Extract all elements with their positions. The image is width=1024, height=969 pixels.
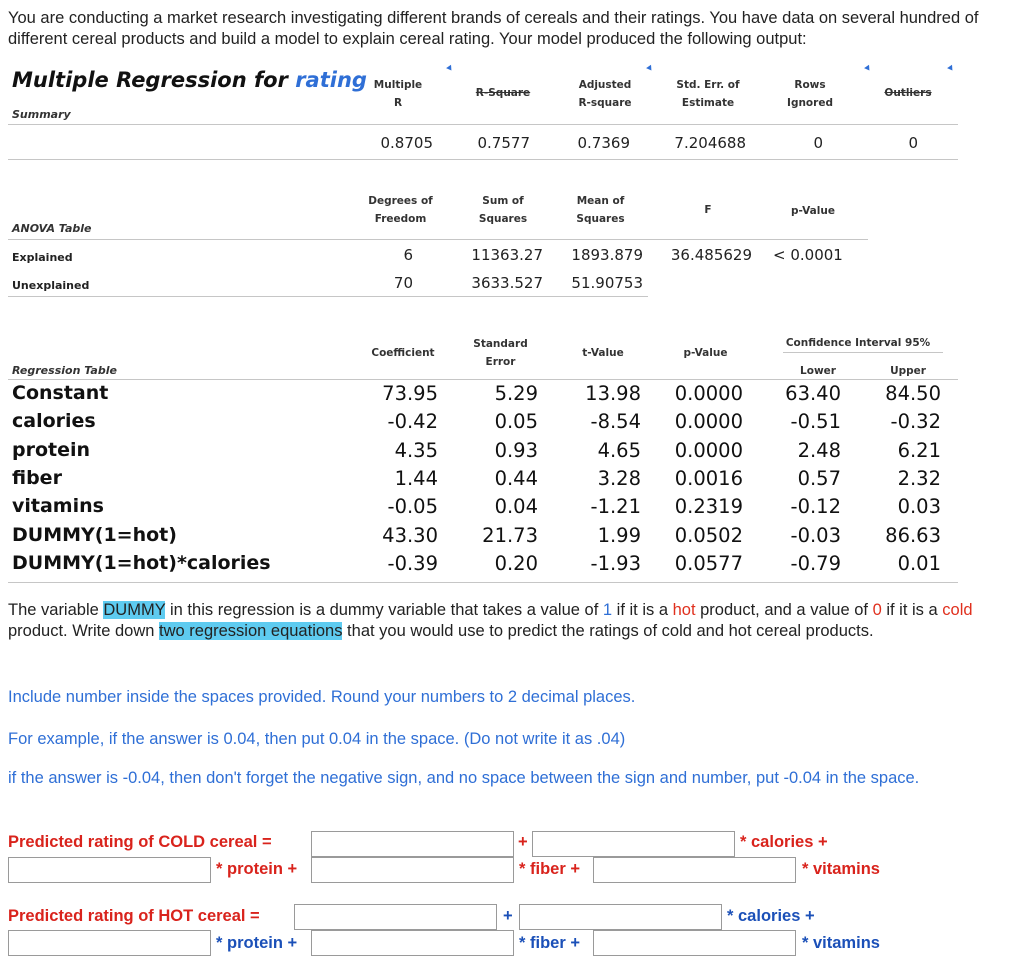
hot-constant-input[interactable] — [294, 904, 497, 930]
reg-row-label: DUMMY(1=hot) — [12, 523, 177, 546]
reg-p-value: 0.0000 — [674, 438, 743, 462]
hdr-multiple-r: Multiple R — [373, 79, 423, 109]
reg-t-value: -8.54 — [590, 410, 641, 434]
reg-upper-value: -0.32 — [890, 410, 941, 434]
comment-marker-icon — [446, 65, 454, 73]
anova-ms: 1893.879 — [571, 246, 643, 264]
reg-lower-value: 0.57 — [797, 466, 841, 490]
cold-calories-label: * calories + — [740, 833, 828, 851]
cold-plus-label: + — [518, 833, 528, 851]
hdr-f: F — [704, 204, 712, 216]
hot-plus-label: + — [503, 907, 513, 925]
reg-p-value: 0.0502 — [674, 523, 743, 547]
reg-p-value: 0.0577 — [674, 551, 743, 575]
instruction-2: For example, if the answer is 0.04, then put 0.04 in the space. (Do not write it as .04) — [8, 730, 626, 748]
reg-coef-value: -0.05 — [387, 495, 438, 519]
reg-upper-value: 84.50 — [885, 382, 941, 405]
reg-upper-value: 2.32 — [897, 466, 941, 490]
reg-lower-value: 63.40 — [785, 382, 841, 405]
comment-marker-icon — [947, 65, 955, 73]
reg-se-value: 0.04 — [494, 495, 538, 519]
reg-se-value: 0.44 — [494, 466, 538, 490]
reg-lower-value: -0.12 — [790, 495, 841, 519]
anova-row-label: Explained — [12, 251, 73, 264]
cold-eq-label: Predicted rating of COLD cereal = — [8, 833, 272, 851]
hdr-confidence-interval: Confidence Interval 95% — [785, 337, 931, 349]
anova-row-label: Unexplained — [12, 279, 90, 292]
reg-coef-value: 43.30 — [382, 523, 438, 547]
hot-calories-input[interactable] — [519, 904, 722, 930]
hot-vitamins-input[interactable] — [593, 930, 796, 956]
reg-coef-value: 4.35 — [394, 438, 438, 462]
hdr-t-value: t-Value — [582, 347, 624, 359]
hdr-coefficient: Coefficient — [371, 347, 435, 359]
comment-marker-icon — [864, 65, 872, 73]
reg-row-label: fiber — [12, 466, 62, 489]
reg-row-label: vitamins — [12, 495, 104, 518]
regression-output — [8, 64, 958, 584]
reg-coef-value: 73.95 — [382, 382, 438, 405]
reg-row-label: DUMMY(1=hot)*calories — [12, 551, 271, 574]
val-r-square: 0.7577 — [477, 134, 530, 152]
cold-protein-label: * protein + — [216, 860, 298, 878]
reg-upper-value: 0.03 — [897, 495, 941, 519]
reg-row-label: calories — [12, 410, 96, 433]
hdr-rows-ignored: Rows Ignored — [787, 79, 833, 109]
cold-calories-input[interactable] — [532, 831, 735, 857]
question-text: The variable DUMMY in this regression is a dummy variable that takes a value of 1 if it is a hot product, and a value of 0 if it is a cold product. Write down two regression equations that you would use to predict the ratings of cold and hot cereal products. — [8, 601, 973, 640]
hdr-ss: Sum of Squares — [478, 195, 528, 225]
hot-vitamins-label: * vitamins — [802, 934, 880, 952]
reg-se-value: 0.05 — [494, 410, 538, 434]
anova-ss: 11363.27 — [471, 246, 543, 264]
reg-t-value: -1.21 — [590, 495, 641, 519]
reg-t-value: 4.65 — [597, 438, 641, 462]
val-std-err: 7.204688 — [674, 134, 746, 152]
reg-p-value: 0.0000 — [674, 410, 743, 434]
hdr-anova-p: p-Value — [791, 205, 835, 217]
reg-row-label: Constant — [12, 382, 109, 404]
reg-se-value: 21.73 — [482, 523, 538, 547]
hdr-std-error: Standard Error — [473, 338, 528, 368]
cold-vitamins-label: * vitamins — [802, 860, 880, 878]
comment-marker-icon — [646, 65, 654, 73]
cold-constant-input[interactable] — [311, 831, 514, 857]
val-outliers: 0 — [908, 134, 918, 152]
hot-fiber-label: * fiber + — [519, 934, 580, 952]
hdr-upper: Upper — [890, 365, 926, 377]
reg-lower-value: 2.48 — [797, 438, 841, 462]
hdr-outliers: Outliers — [884, 87, 932, 99]
intro-text: You are conducting a market research investigating different brands of cereals and their ratings. You have data on several hundred of different cereal products and build a model to explain cereal rating. Your model produced the following output: — [8, 9, 979, 48]
reg-upper-value: 6.21 — [897, 438, 941, 462]
instruction-3: if the answer is -0.04, then don't forget the negative sign, and no space between the sign and number, put -0.04 in the space. — [8, 769, 920, 787]
reg-t-value: 3.28 — [597, 466, 641, 490]
hdr-ms: Mean of Squares — [576, 195, 625, 225]
reg-p-value: 0.0016 — [674, 466, 743, 490]
reg-coef-value: 1.44 — [394, 466, 438, 490]
cold-fiber-input[interactable] — [311, 857, 514, 883]
reg-row-label: protein — [12, 438, 91, 461]
reg-upper-value: 86.63 — [885, 523, 941, 547]
hot-fiber-input[interactable] — [311, 930, 514, 956]
reg-lower-value: -0.51 — [790, 410, 841, 434]
hdr-df: Degrees of Freedom — [368, 195, 433, 225]
reg-p-value: 0.0000 — [674, 382, 743, 405]
cold-vitamins-input[interactable] — [593, 857, 796, 883]
hot-eq-label: Predicted rating of HOT cereal = — [8, 907, 260, 925]
anova-p: < 0.0001 — [773, 246, 843, 264]
reg-upper-value: 0.01 — [897, 551, 941, 575]
reg-t-value: -1.93 — [590, 551, 641, 575]
reg-t-value: 13.98 — [585, 382, 641, 405]
reg-lower-value: -0.79 — [790, 551, 841, 575]
hdr-lower: Lower — [800, 365, 836, 377]
hdr-r-square: R-Square — [475, 87, 531, 99]
reg-se-value: 0.93 — [494, 438, 538, 462]
hot-calories-label: * calories + — [727, 907, 815, 925]
reg-coef-value: -0.39 — [387, 551, 438, 575]
val-multiple-r: 0.8705 — [380, 134, 433, 152]
summary-label: Summary — [12, 108, 71, 121]
reg-p-value: 0.2319 — [674, 495, 743, 519]
anova-df: 70 — [393, 274, 413, 292]
hdr-reg-p: p-Value — [683, 347, 728, 359]
cold-protein-input[interactable] — [8, 857, 211, 883]
cold-fiber-label: * fiber + — [519, 860, 580, 878]
regression-table-label: Regression Table — [12, 364, 117, 377]
val-adj-r-square: 0.7369 — [577, 134, 630, 152]
instruction-1: Include number inside the spaces provided. Round your numbers to 2 decimal places. — [8, 688, 636, 706]
reg-se-value: 0.20 — [494, 551, 538, 575]
anova-df: 6 — [403, 246, 413, 264]
hot-protein-label: * protein + — [216, 934, 298, 952]
hdr-std-err: Std. Err. of Estimate — [676, 79, 740, 109]
reg-coef-value: -0.42 — [387, 410, 438, 434]
anova-ss: 3633.527 — [471, 274, 543, 292]
val-rows-ignored: 0 — [813, 134, 823, 152]
anova-f: 36.485629 — [670, 246, 752, 264]
reg-se-value: 5.29 — [494, 382, 538, 405]
anova-ms: 51.90753 — [571, 274, 643, 292]
reg-lower-value: -0.03 — [790, 523, 841, 547]
anova-label: ANOVA Table — [12, 222, 92, 235]
hot-protein-input[interactable] — [8, 930, 211, 956]
reg-t-value: 1.99 — [597, 523, 641, 547]
regression-title: Multiple Regression for rating — [12, 68, 367, 92]
hdr-adj-r-square: Adjusted R-square — [578, 79, 632, 109]
